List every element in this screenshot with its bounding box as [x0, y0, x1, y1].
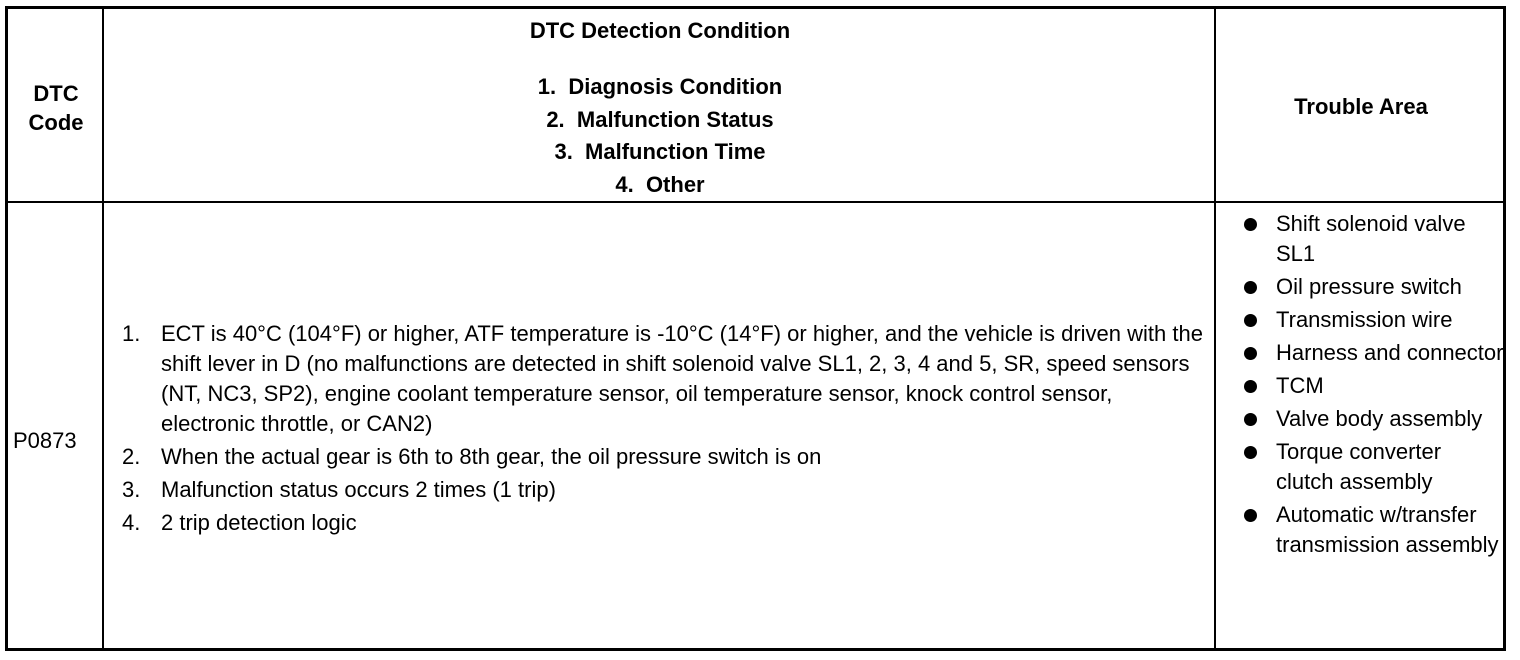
header-dtc-code-line: DTC — [33, 80, 79, 106]
condition-text: ECT is 40°C (104°F) or higher, ATF temperature is -10°C (14°F) or higher, and the vehicle is driven with the shift lever in D (no malfunctions are detected in shift solenoid valve SL1, 2, 3, 4 and 5, SR, speed sensors (NT, NC3, SP2), engine coolant temperature sensor, oil temperature sensor, knock control sensor, electronic throttle, or CAN2) — [161, 321, 1203, 436]
trouble-area-text: TCM — [1276, 373, 1324, 398]
header-condition-item: 1. Diagnosis Condition — [537, 74, 783, 99]
bullet-icon — [1240, 272, 1276, 302]
dtc-code-cell — [8, 203, 104, 648]
trouble-area-cell — [1218, 203, 1508, 648]
condition-number: 4. — [122, 510, 141, 535]
header-condition-item: 2. Malfunction Status — [546, 106, 774, 132]
header-condition-item: 4. Other — [615, 171, 705, 197]
trouble-area-item — [1240, 305, 1504, 335]
condition-list-item — [122, 475, 1208, 505]
header-dtc-code — [8, 9, 104, 201]
header-detection-condition — [104, 9, 1216, 201]
condition-list-item — [122, 442, 1208, 472]
trouble-area-text: Harness and connector — [1276, 340, 1504, 365]
trouble-area-text: Transmission wire — [1276, 307, 1453, 332]
dtc-table — [5, 6, 1506, 651]
header-trouble-area-label: Trouble Area — [1294, 93, 1428, 119]
bullet-icon — [1240, 305, 1276, 335]
trouble-area-item — [1240, 404, 1504, 434]
header-condition-item: 3. Malfunction Time — [554, 139, 766, 164]
dtc-code-value: P0873 — [13, 427, 77, 453]
trouble-area-item — [1240, 209, 1504, 269]
trouble-area-text: Torque converter clutch assembly — [1276, 439, 1442, 494]
condition-list-item — [122, 319, 1208, 439]
header-detection-condition-title: DTC Detection Condition — [529, 18, 791, 43]
detection-condition-cell — [104, 203, 1216, 648]
condition-text: Malfunction status occurs 2 times (1 trip) — [161, 477, 556, 502]
condition-number: 2. — [122, 444, 141, 469]
bullet-icon — [1240, 338, 1276, 368]
trouble-area-item — [1240, 338, 1504, 368]
trouble-area-item — [1240, 272, 1504, 302]
trouble-area-item — [1240, 371, 1504, 401]
header-trouble-area — [1216, 9, 1506, 201]
condition-number: 3. — [122, 477, 141, 502]
condition-number: 1. — [122, 321, 141, 346]
bullet-icon — [1240, 404, 1276, 434]
trouble-area-text: Automatic w/transfer transmission assembly — [1276, 502, 1499, 557]
condition-list-item — [122, 508, 1208, 538]
bullet-icon — [1240, 209, 1276, 269]
bullet-icon — [1240, 371, 1276, 401]
condition-text: When the actual gear is 6th to 8th gear, the oil pressure switch is on — [161, 444, 822, 469]
bullet-icon — [1240, 437, 1276, 497]
trouble-area-text: Oil pressure switch — [1276, 274, 1462, 299]
header-dtc-code-line: Code — [28, 109, 84, 135]
trouble-area-text: Valve body assembly — [1276, 406, 1483, 431]
trouble-area-item — [1240, 437, 1504, 497]
trouble-area-item — [1240, 500, 1504, 560]
condition-text: 2 trip detection logic — [161, 510, 357, 535]
bullet-icon — [1240, 500, 1276, 560]
trouble-area-text: Shift solenoid valve SL1 — [1276, 211, 1466, 266]
